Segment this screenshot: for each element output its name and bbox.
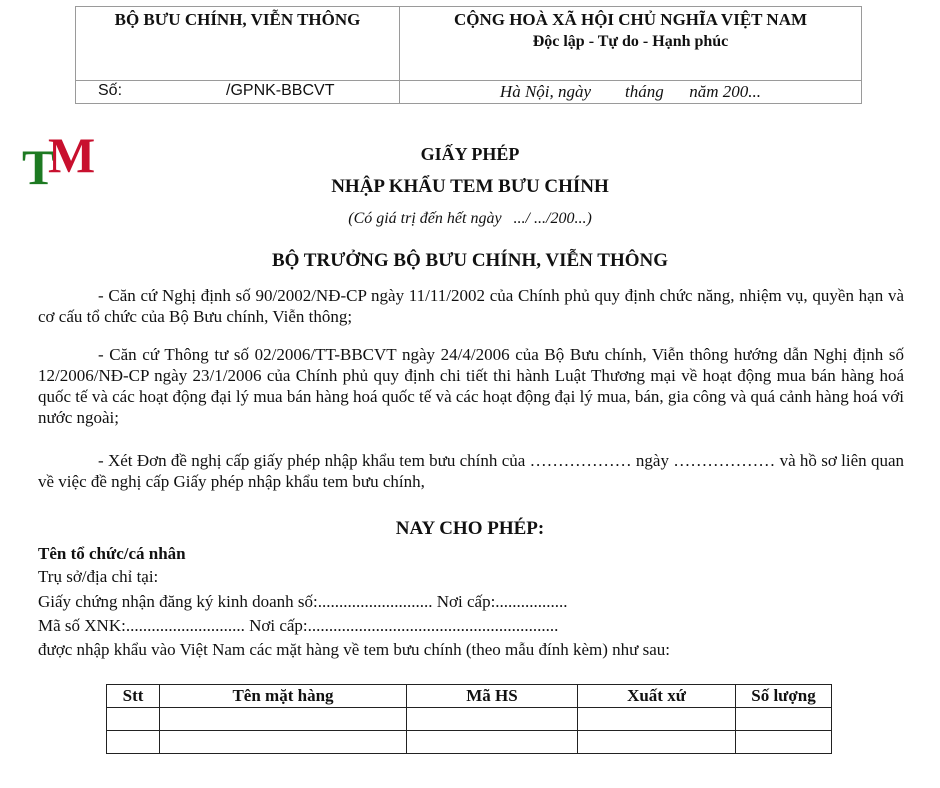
republic-heading xyxy=(400,7,862,81)
document-number-label: Số: xyxy=(98,82,123,99)
table-cell xyxy=(160,708,407,731)
import-note: được nhập khẩu vào Việt Nam các mặt hàng về tem bưu chính (theo mẫu đính kèm) như sau: xyxy=(38,640,671,659)
permit-title: GIẤY PHÉP xyxy=(420,144,520,164)
column-header-hs-code: Mã HS xyxy=(407,685,578,708)
org-name-label: Tên tổ chức/cá nhân xyxy=(38,544,186,563)
table-row xyxy=(107,708,832,731)
column-header-item-name: Tên mặt hàng xyxy=(160,685,407,708)
table-cell xyxy=(407,708,578,731)
table-cell xyxy=(578,731,736,754)
column-header-stt: Stt xyxy=(107,685,160,708)
table-cell xyxy=(107,708,160,731)
items-table xyxy=(106,684,832,754)
logo-letter-t: T xyxy=(22,139,56,195)
table-row xyxy=(107,731,832,754)
address-label: Trụ sở/địa chỉ tại: xyxy=(38,567,159,586)
ministry-name: BỘ BƯU CHÍNH, VIỄN THÔNG xyxy=(76,7,400,81)
table-cell xyxy=(736,708,832,731)
table-cell xyxy=(578,708,736,731)
document-number-cell xyxy=(76,81,400,104)
legal-basis-1: - Căn cứ Nghị định số 90/2002/NĐ-CP ngày 11/11/2002 của Chính phủ quy định chức năng, nhiệm vụ, quyền hạn và cơ cấu tổ chức của Bộ Bưu chính, Viễn thông; xyxy=(38,286,904,326)
legal-basis-2: - Căn cứ Thông tư số 02/2006/TT-BBCVT ngày 24/4/2006 của Bộ Bưu chính, Viễn thông hướng dẫn Nghị định số 12/2006/NĐ-CP ngày 23/1/2006 của Chính phủ quy định chi tiết thi hành Luật Thương mại về hoạt động mua bán hàng hoá quốc tế và các hoạt động đại lý mua bán hàng hoá quốc tế và các hoạt động đại lý mua, bán, gia công và quá cảnh hàng hoá với nước ngoài; xyxy=(38,345,904,427)
validity-note: (Có giá trị đến hết ngày .../ .../200...) xyxy=(348,210,592,227)
business-registration-line: Giấy chứng nhận đăng ký kinh doanh số:........................... Nơi cấp:................. xyxy=(38,592,568,611)
header-table xyxy=(75,6,862,104)
motto: Độc lập - Tự do - Hạnh phúc xyxy=(532,33,729,50)
table-cell xyxy=(407,731,578,754)
table-cell xyxy=(160,731,407,754)
authority-heading: BỘ TRƯỞNG BỘ BƯU CHÍNH, VIỄN THÔNG xyxy=(271,250,669,271)
table-header-row xyxy=(107,685,832,708)
table-cell xyxy=(107,731,160,754)
logo-letter-m: M xyxy=(48,127,96,183)
permit-heading: NAY CHO PHÉP: xyxy=(395,518,545,539)
import-export-code-line: Mã số XNK:............................ Nơi cấp:........................................................... xyxy=(38,616,559,635)
permit-subtitle: NHẬP KHẨU TEM BƯU CHÍNH xyxy=(331,176,609,197)
column-header-quantity: Số lượng xyxy=(736,685,832,708)
legal-basis-3: - Xét Đơn đề nghị cấp giấy phép nhập khẩu tem bưu chính của ……………… ngày ……………… và hồ sơ liên quan về việc đề nghị cấp Giấy phép nhập khẩu tem bưu chính, xyxy=(38,451,904,491)
column-header-origin: Xuất xứ xyxy=(578,685,736,708)
table-cell xyxy=(736,731,832,754)
republic-name: CỘNG HOÀ XÃ HỘI CHỦ NGHĨA VIỆT NAM xyxy=(453,10,808,29)
date-line: Hà Nội, ngày tháng năm 200... xyxy=(400,81,862,104)
document-number-code: /GPNK-BBCVT xyxy=(226,82,335,99)
